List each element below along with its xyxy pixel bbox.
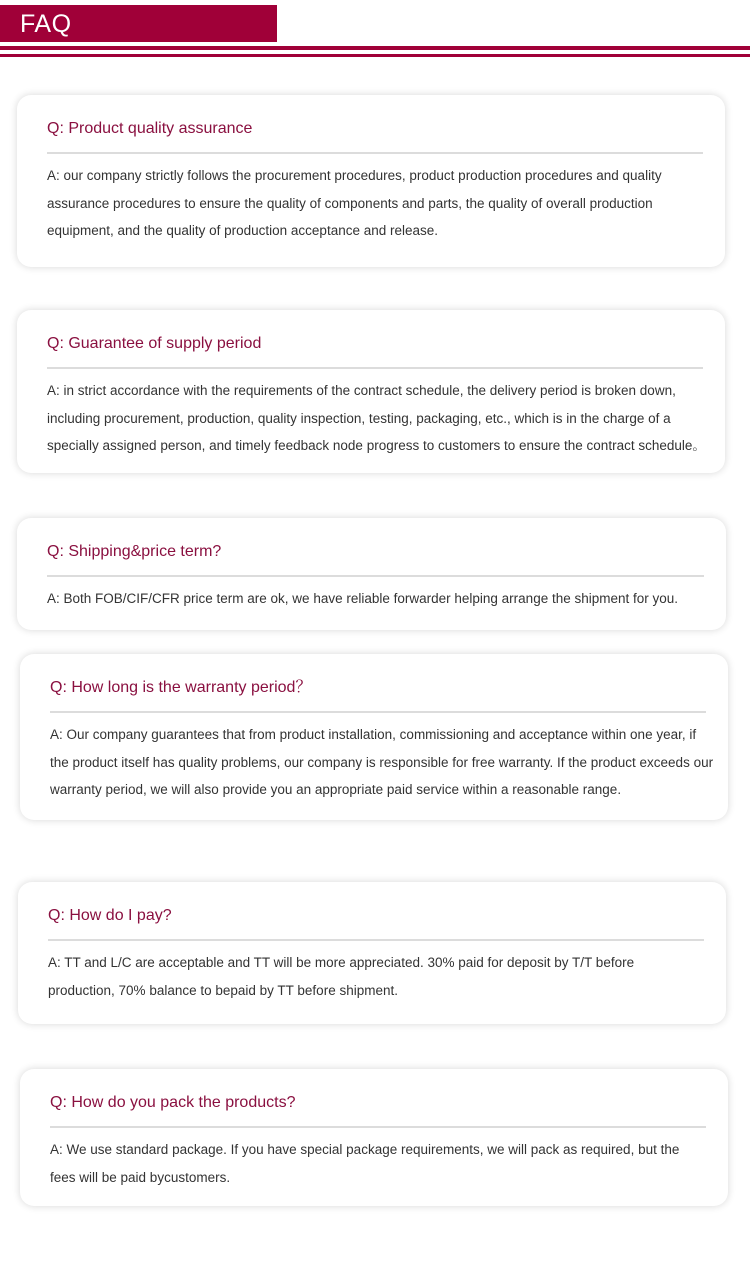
faq-question: Q: Shipping&price term? (47, 543, 222, 560)
faq-answer: A: in strict accordance with the requirements of the contract schedule, the delivery period is broken down, including procurement, production, quality inspection, testing, packaging, etc., which is in the charge of a specially assigned person, and timely feedback node progress to customers to ensure the contract schedule。 (47, 383, 706, 453)
faq-question: Q: How do I pay? (48, 907, 172, 924)
faq-divider (47, 367, 703, 369)
faq-answer: A: TT and L/C are acceptable and TT will be more appreciated. 30% paid for deposit by T/T before production, 70% balance to bepaid by TT before shipment. (48, 955, 635, 998)
faq-divider (47, 575, 704, 577)
faq-answer: A: We use standard package. If you have special package requirements, we will pack as required, but the fees will be paid bycustomers. (50, 1142, 680, 1185)
faq-card-supply-period (17, 310, 725, 473)
header-rule-thin (0, 54, 750, 57)
faq-card-payment (18, 882, 726, 1024)
faq-card-quality (17, 95, 725, 267)
header-rule-thick (0, 46, 750, 50)
faq-answer: A: Both FOB/CIF/CFR price term are ok, we have reliable forwarder helping arrange the shipment for you. (47, 591, 679, 606)
faq-divider (50, 1126, 706, 1128)
faq-question: Q: How do you pack the products? (50, 1094, 296, 1111)
faq-card-warranty (20, 654, 728, 820)
faq-question: Q: How long is the warranty period？ (50, 679, 312, 696)
faq-divider (48, 939, 704, 941)
page-title: FAQ (20, 10, 72, 38)
faq-answer: A: our company strictly follows the procurement procedures, product production procedures and quality assurance procedures to ensure the quality of components and parts, the quality of overall production equipment, and the quality of production acceptance and release. (47, 168, 662, 238)
faq-divider (50, 711, 706, 713)
faq-question: Q: Guarantee of supply period (47, 335, 262, 352)
faq-divider (47, 152, 703, 154)
faq-card-packing (20, 1069, 728, 1206)
faq-header-bar (0, 5, 277, 42)
faq-card-shipping-price (17, 518, 726, 630)
faq-question: Q: Product quality assurance (47, 120, 253, 137)
faq-answer: A: Our company guarantees that from product installation, commissioning and acceptance within one year, if the product itself has quality problems, our company is responsible for free warranty. If the product exceeds our warranty period, we will also provide you an appropriate paid service within a reasonable range. (50, 727, 714, 797)
